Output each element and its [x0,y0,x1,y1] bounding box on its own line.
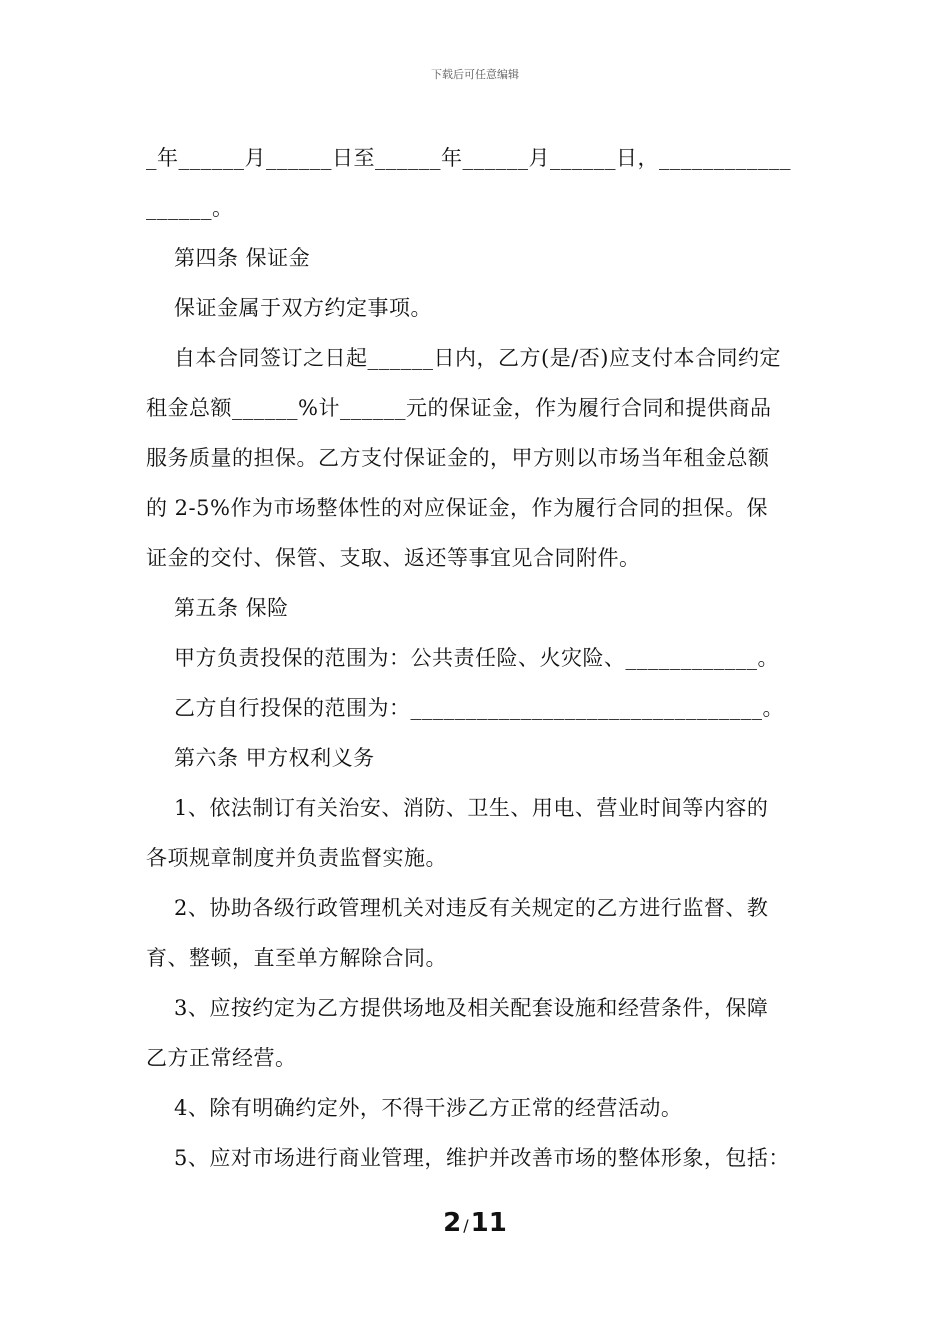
article-heading: 第四条 保证金 [174,246,311,270]
list-item-line: 乙方正常经营。 [146,1046,297,1070]
current-page: 2 [443,1208,462,1238]
text-line: ______。 [146,196,234,220]
paragraph-line: 服务质量的担保。乙方支付保证金的，甲方则以市场当年租金总额 [146,446,770,470]
list-item-line: 5、应对市场进行商业管理，维护并改善市场的整体形象，包括： [174,1146,790,1170]
paragraph-line: 乙方自行投保的范围为：________________________________。 [174,696,784,720]
list-item-line: 1、依法制订有关治安、消防、卫生、用电、营业时间等内容的 [174,796,769,820]
page-header: 下载后可任意编辑 [431,68,519,81]
text-line: _年______月______日至______年______月______日，____________ [146,146,791,170]
paragraph-line: 保证金属于双方约定事项。 [174,296,432,320]
list-item-line: 2、协助各级行政管理机关对违反有关规定的乙方进行监督、教 [174,896,769,920]
page-separator: / [463,1216,469,1235]
paragraph-line: 租金总额______%计______元的保证金，作为履行合同和提供商品 [146,396,772,420]
paragraph-line: 的 2-5%作为市场整体性的对应保证金，作为履行合同的担保。保 [146,496,768,520]
article-heading: 第六条 甲方权利义务 [174,746,375,770]
paragraph-line: 自本合同签订之日起______日内，乙方(是/否)应支付本合同约定 [174,346,781,370]
article-heading: 第五条 保险 [174,596,289,620]
paragraph-line: 证金的交付、保管、支取、返还等事宜见合同附件。 [146,546,641,570]
page-number [0,1208,950,1238]
total-pages: 11 [470,1208,507,1238]
list-item-line: 育、整顿，直至单方解除合同。 [146,946,447,970]
list-item-line: 各项规章制度并负责监督实施。 [146,846,447,870]
list-item-line: 3、应按约定为乙方提供场地及相关配套设施和经营条件，保障 [174,996,769,1020]
list-item-line: 4、除有明确约定外，不得干涉乙方正常的经营活动。 [174,1096,683,1120]
paragraph-line: 甲方负责投保的范围为：公共责任险、火灾险、____________。 [174,646,779,670]
document-body [146,133,806,1183]
